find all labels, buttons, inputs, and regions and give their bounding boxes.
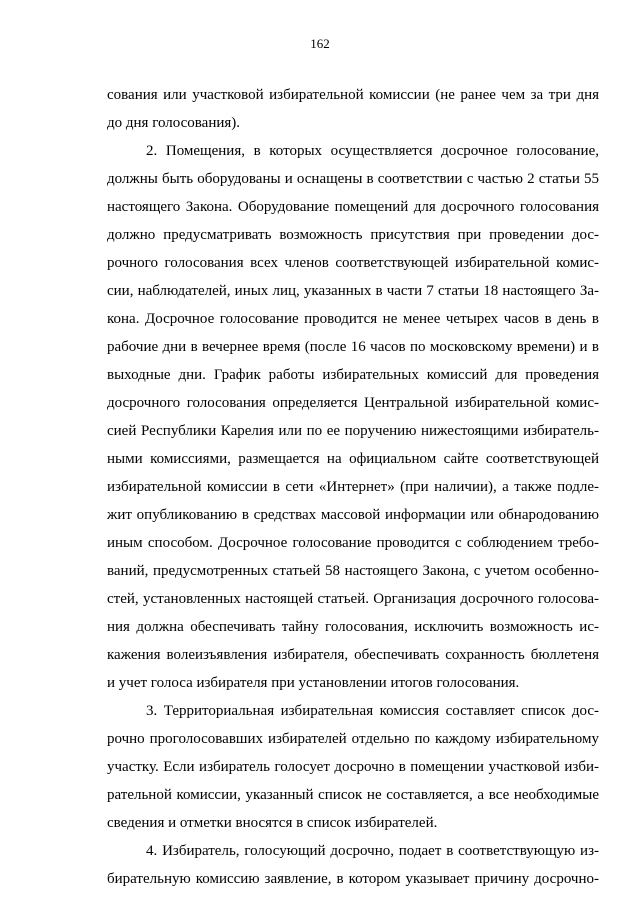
text-line: должно предусматривать возможность присутствия при проведении дос- xyxy=(107,227,599,243)
page-number: 162 xyxy=(310,36,330,51)
text-line: 4. Избиратель, голосующий досрочно, подает в соответствующую из- xyxy=(146,843,599,859)
text-line: участку. Если избиратель голосует досрочно в помещении участковой изби- xyxy=(107,759,599,775)
text-line: стей, установленных настоящей статьей. Организация досрочного голосова- xyxy=(107,591,599,607)
text-line: досрочного голосования определяется Центральной избирательной комис- xyxy=(107,395,599,411)
text-line: рочно проголосовавших избирателей отдельно по каждому избирательному xyxy=(107,731,599,747)
text-line: жит опубликованию в средствах массовой информации или обнародованию xyxy=(107,507,599,523)
text-line: сования или участковой избирательной комиссии (не ранее чем за три дня xyxy=(107,87,599,103)
text-line: ваний, предусмотренных статьей 58 настоящего Закона, с учетом особенно- xyxy=(107,563,599,579)
text-line: выходные дни. График работы избирательных комиссий для проведения xyxy=(107,367,599,383)
text-line: сии, наблюдателей, иных лиц, указанных в части 7 статьи 18 настоящего За- xyxy=(107,283,599,299)
text-line: сией Республики Карелия или по ее поручению нижестоящими избиратель- xyxy=(107,423,599,439)
text-line: бирательную комиссию заявление, в котором указывает причину досрочно- xyxy=(107,871,599,887)
text-line: иным способом. Досрочное голосование проводится с соблюдением требо- xyxy=(107,535,599,551)
text-line: ния должна обеспечивать тайну голосования, исключить возможность ис- xyxy=(107,619,599,635)
text-line: и учет голоса избирателя при установлении итогов голосования. xyxy=(107,675,520,691)
text-line: должны быть оборудованы и оснащены в соответствии с частью 2 статьи 55 xyxy=(107,171,599,187)
text-line: рочного голосования всех членов соответствующей избирательной комис- xyxy=(107,255,599,271)
text-line: ными комиссиями, размещается на официальном сайте соответствующей xyxy=(107,451,599,467)
text-line: сведения и отметки вносятся в список избирателей. xyxy=(107,815,438,831)
text-line: 3. Территориальная избирательная комиссия составляет список дос- xyxy=(146,703,599,719)
text-line: кона. Досрочное голосование проводится не менее четырех часов в день в xyxy=(107,311,599,327)
text-line: 2. Помещения, в которых осуществляется досрочное голосование, xyxy=(146,143,599,159)
text-line: рательной комиссии, указанный список не составляется, а все необходимые xyxy=(107,787,599,803)
text-line: избирательной комиссии в сети «Интернет» (при наличии), а также подле- xyxy=(107,479,599,495)
text-line: кажения волеизъявления избирателя, обеспечивать сохранность бюллетеня xyxy=(107,647,599,663)
text-line: настоящего Закона. Оборудование помещений для досрочного голосования xyxy=(107,199,599,215)
text-line: рабочие дни в вечернее время (после 16 часов по московскому времени) и в xyxy=(107,339,599,355)
text-line: до дня голосования). xyxy=(107,115,241,131)
